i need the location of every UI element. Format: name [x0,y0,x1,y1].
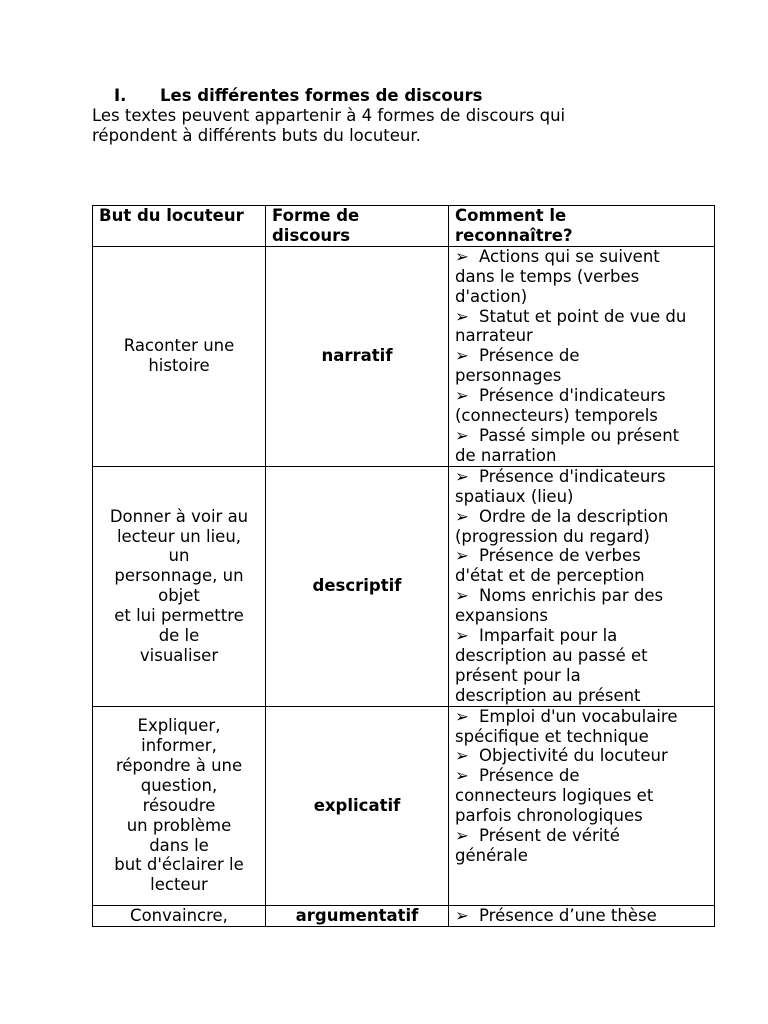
criterion-item [455,346,708,386]
criterion-text: Présence d’une thèse [479,905,657,925]
but-line: Raconter une [123,336,235,356]
discourse-forms-table [92,205,715,927]
criterion-item [455,247,708,307]
but-line: répondre à une [115,755,243,775]
criterion-text: description au présent [455,685,641,705]
criterion-text: Ordre de la description [479,506,669,526]
cell-forme-de-discours: narratif [266,246,449,466]
criterion-text: générale [455,846,528,865]
criterion-text: d'état et de perception [455,566,645,586]
but-line: un problème [126,815,232,835]
intro-line: répondent à différents buts du locuteur. [92,126,421,145]
criterion-text: Passé simple ou présent [479,425,680,445]
intro-line: Les textes peuvent appartenir à 4 formes de discours qui [92,106,566,125]
but-line: objet [158,586,200,606]
row-explicatif [93,706,715,905]
but-line: Donner à voir au [109,506,249,526]
cell-comment-le-reconnaitre [449,706,715,905]
row-argumentatif [93,905,715,926]
criterion-text: Présence de [479,766,580,786]
criterion-text: Statut et point de vue du [479,306,687,326]
but-line: question, [140,775,218,795]
but-line: de le [158,626,200,646]
criterion-text: narrateur [455,326,533,346]
criterion-item [455,586,708,626]
cell-comment-le-reconnaitre [449,466,715,706]
criterion-text: description au passé et [455,645,648,665]
criterion-text: Présence d'indicateurs [479,386,666,406]
cell-forme-de-discours: descriptif [266,466,449,706]
row-narratif [93,246,715,466]
but-line: lecteur [150,875,208,895]
criterion-item [455,746,708,766]
arrow-bullet-icon: ➢ [455,466,469,486]
header-forme-de-discours: Forme de discours [266,206,449,247]
criterion-text: personnages [455,366,562,386]
but-line: Expliquer, [137,716,221,736]
section-number: I. [114,86,127,105]
criterion-text: (progression du regard) [455,526,650,546]
criterion-text: Imparfait pour la [479,626,618,646]
criterion-text: (connecteurs) temporels [455,406,658,426]
criterion-text: Emploi d'un vocabulaire [479,706,678,726]
table-body [93,246,715,926]
arrow-bullet-icon: ➢ [455,905,469,925]
criterion-text: Actions qui se suivent [479,246,660,266]
arrow-bullet-icon: ➢ [455,586,469,606]
but-line: but d'éclairer le [114,855,244,875]
criterion-text: Présence de verbes [479,546,641,566]
criterion-item [455,906,708,926]
criterion-item [455,626,708,706]
but-line: Convaincre, [130,905,228,925]
but-line: dans le [149,835,209,855]
cell-but-du-locuteur [93,246,266,466]
cell-forme-de-discours: explicatif [266,706,449,905]
criterion-item [455,766,708,826]
criterion-text: Objectivité du locuteur [479,746,668,766]
section-title: Les différentes formes de discours [160,86,483,105]
criterion-item [455,426,708,466]
cell-forme-de-discours: argumentatif [266,905,449,926]
arrow-bullet-icon: ➢ [455,506,469,526]
arrow-bullet-icon: ➢ [455,246,469,266]
criterion-item [455,507,708,547]
arrow-bullet-icon: ➢ [455,306,469,326]
header-but-du-locuteur: But du locuteur [93,206,266,247]
header-comment-le-reconnaitre: Comment le reconnaître? [449,206,715,247]
but-line: visualiser [139,645,219,665]
but-line: et lui permettre [114,606,244,626]
criterion-text: spatiaux (lieu) [455,486,574,506]
arrow-bullet-icon: ➢ [455,706,469,726]
but-line: lecteur un lieu, [116,526,242,546]
criterion-item [455,467,708,507]
but-line: histoire [148,356,210,376]
criterion-text: d'action) [455,286,528,306]
arrow-bullet-icon: ➢ [455,346,469,366]
criterion-text: Noms enrichis par des [479,586,664,606]
cell-comment-le-reconnaitre [449,905,715,926]
criterion-text: connecteurs logiques et [455,786,654,806]
criterion-text: présent pour la [455,665,581,685]
intro-paragraph [92,106,652,146]
criterion-text: Présence d'indicateurs [479,466,666,486]
cell-but-du-locuteur [93,706,266,905]
arrow-bullet-icon: ➢ [455,766,469,786]
criterion-item [455,707,708,747]
arrow-bullet-icon: ➢ [455,386,469,406]
arrow-bullet-icon: ➢ [455,425,469,445]
table-header-row [93,206,715,247]
section-heading [114,86,482,106]
but-line: résoudre [142,795,216,815]
criterion-text: parfois chronologiques [455,806,643,826]
criterion-item [455,307,708,347]
but-line: personnage, un [114,566,244,586]
criterion-text: de narration [455,445,557,465]
cell-comment-le-reconnaitre [449,246,715,466]
criterion-item [455,546,708,586]
but-line: informer, [141,735,217,755]
criterion-item [455,386,708,426]
but-line: un [168,546,190,566]
criterion-text: expansions [455,606,548,626]
criterion-item [455,826,708,866]
arrow-bullet-icon: ➢ [455,826,469,846]
arrow-bullet-icon: ➢ [455,746,469,766]
criterion-text: dans le temps (verbes [455,266,640,286]
arrow-bullet-icon: ➢ [455,546,469,566]
criterion-text: spécifique et technique [455,726,649,746]
criterion-text: Présence de [479,346,580,366]
cell-but-du-locuteur [93,905,266,926]
cell-but-du-locuteur [93,466,266,706]
criterion-text: Présent de vérité [479,826,620,846]
row-descriptif [93,466,715,706]
arrow-bullet-icon: ➢ [455,626,469,646]
